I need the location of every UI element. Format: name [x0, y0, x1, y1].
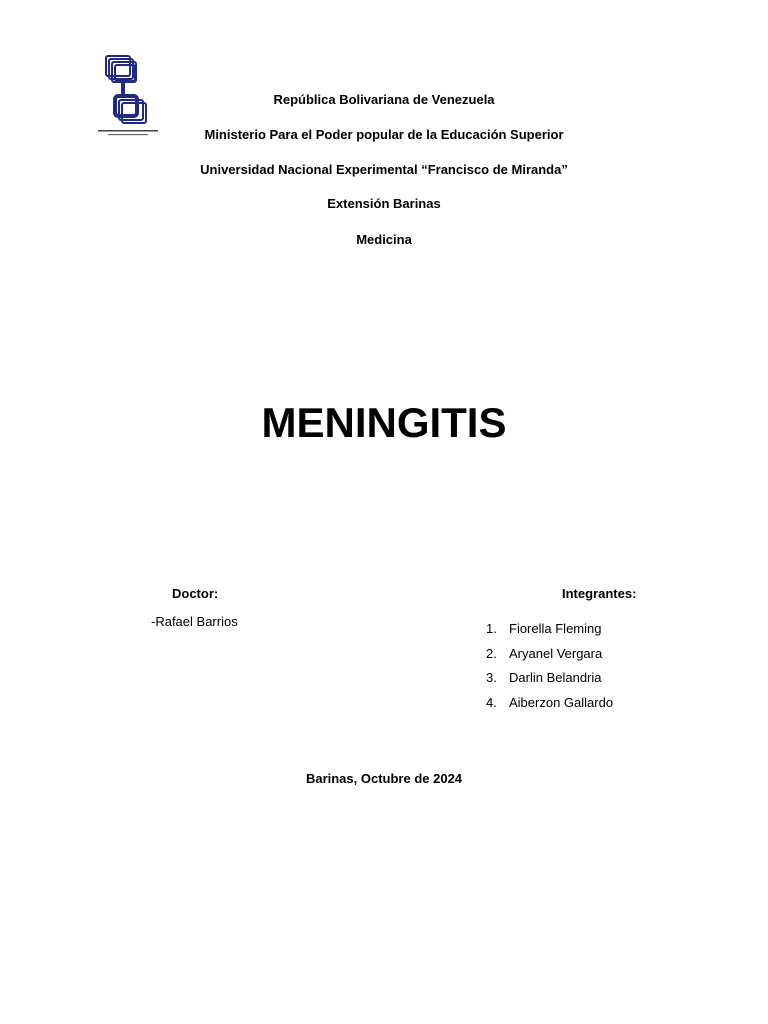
list-number: 3.: [486, 670, 497, 685]
document-title: MENINGITIS: [261, 399, 507, 446]
list-item: [486, 621, 613, 646]
doctor-label: Doctor:: [172, 586, 219, 601]
member-name: Aiberzon Gallardo: [509, 694, 614, 710]
list-number: 2.: [486, 645, 497, 661]
list-item: [486, 670, 613, 695]
place-date: Barinas, Octubre de 2024: [305, 771, 463, 786]
doctor-name: -Rafael Barrios: [151, 614, 238, 629]
members-list: [486, 621, 613, 719]
header-country: República Bolivariana de Venezuela: [273, 92, 495, 107]
header-extension: Extensión Barinas: [327, 196, 441, 211]
header-program: Medicina: [356, 232, 412, 247]
integrantes-label: Integrantes:: [562, 586, 637, 601]
list-item: [486, 646, 613, 671]
list-number: 4.: [486, 694, 497, 710]
header-ministry: Ministerio Para el Poder popular de la Educación Superior: [204, 127, 564, 142]
member-name: Aryanel Vergara: [509, 645, 603, 661]
member-name: Darlin Belandria: [509, 670, 602, 685]
list-number: 1.: [486, 621, 497, 636]
header-university: Universidad Nacional Experimental “Francisco de Miranda”: [200, 162, 568, 177]
list-item: [486, 695, 613, 720]
member-name: Fiorella Fleming: [509, 621, 602, 636]
